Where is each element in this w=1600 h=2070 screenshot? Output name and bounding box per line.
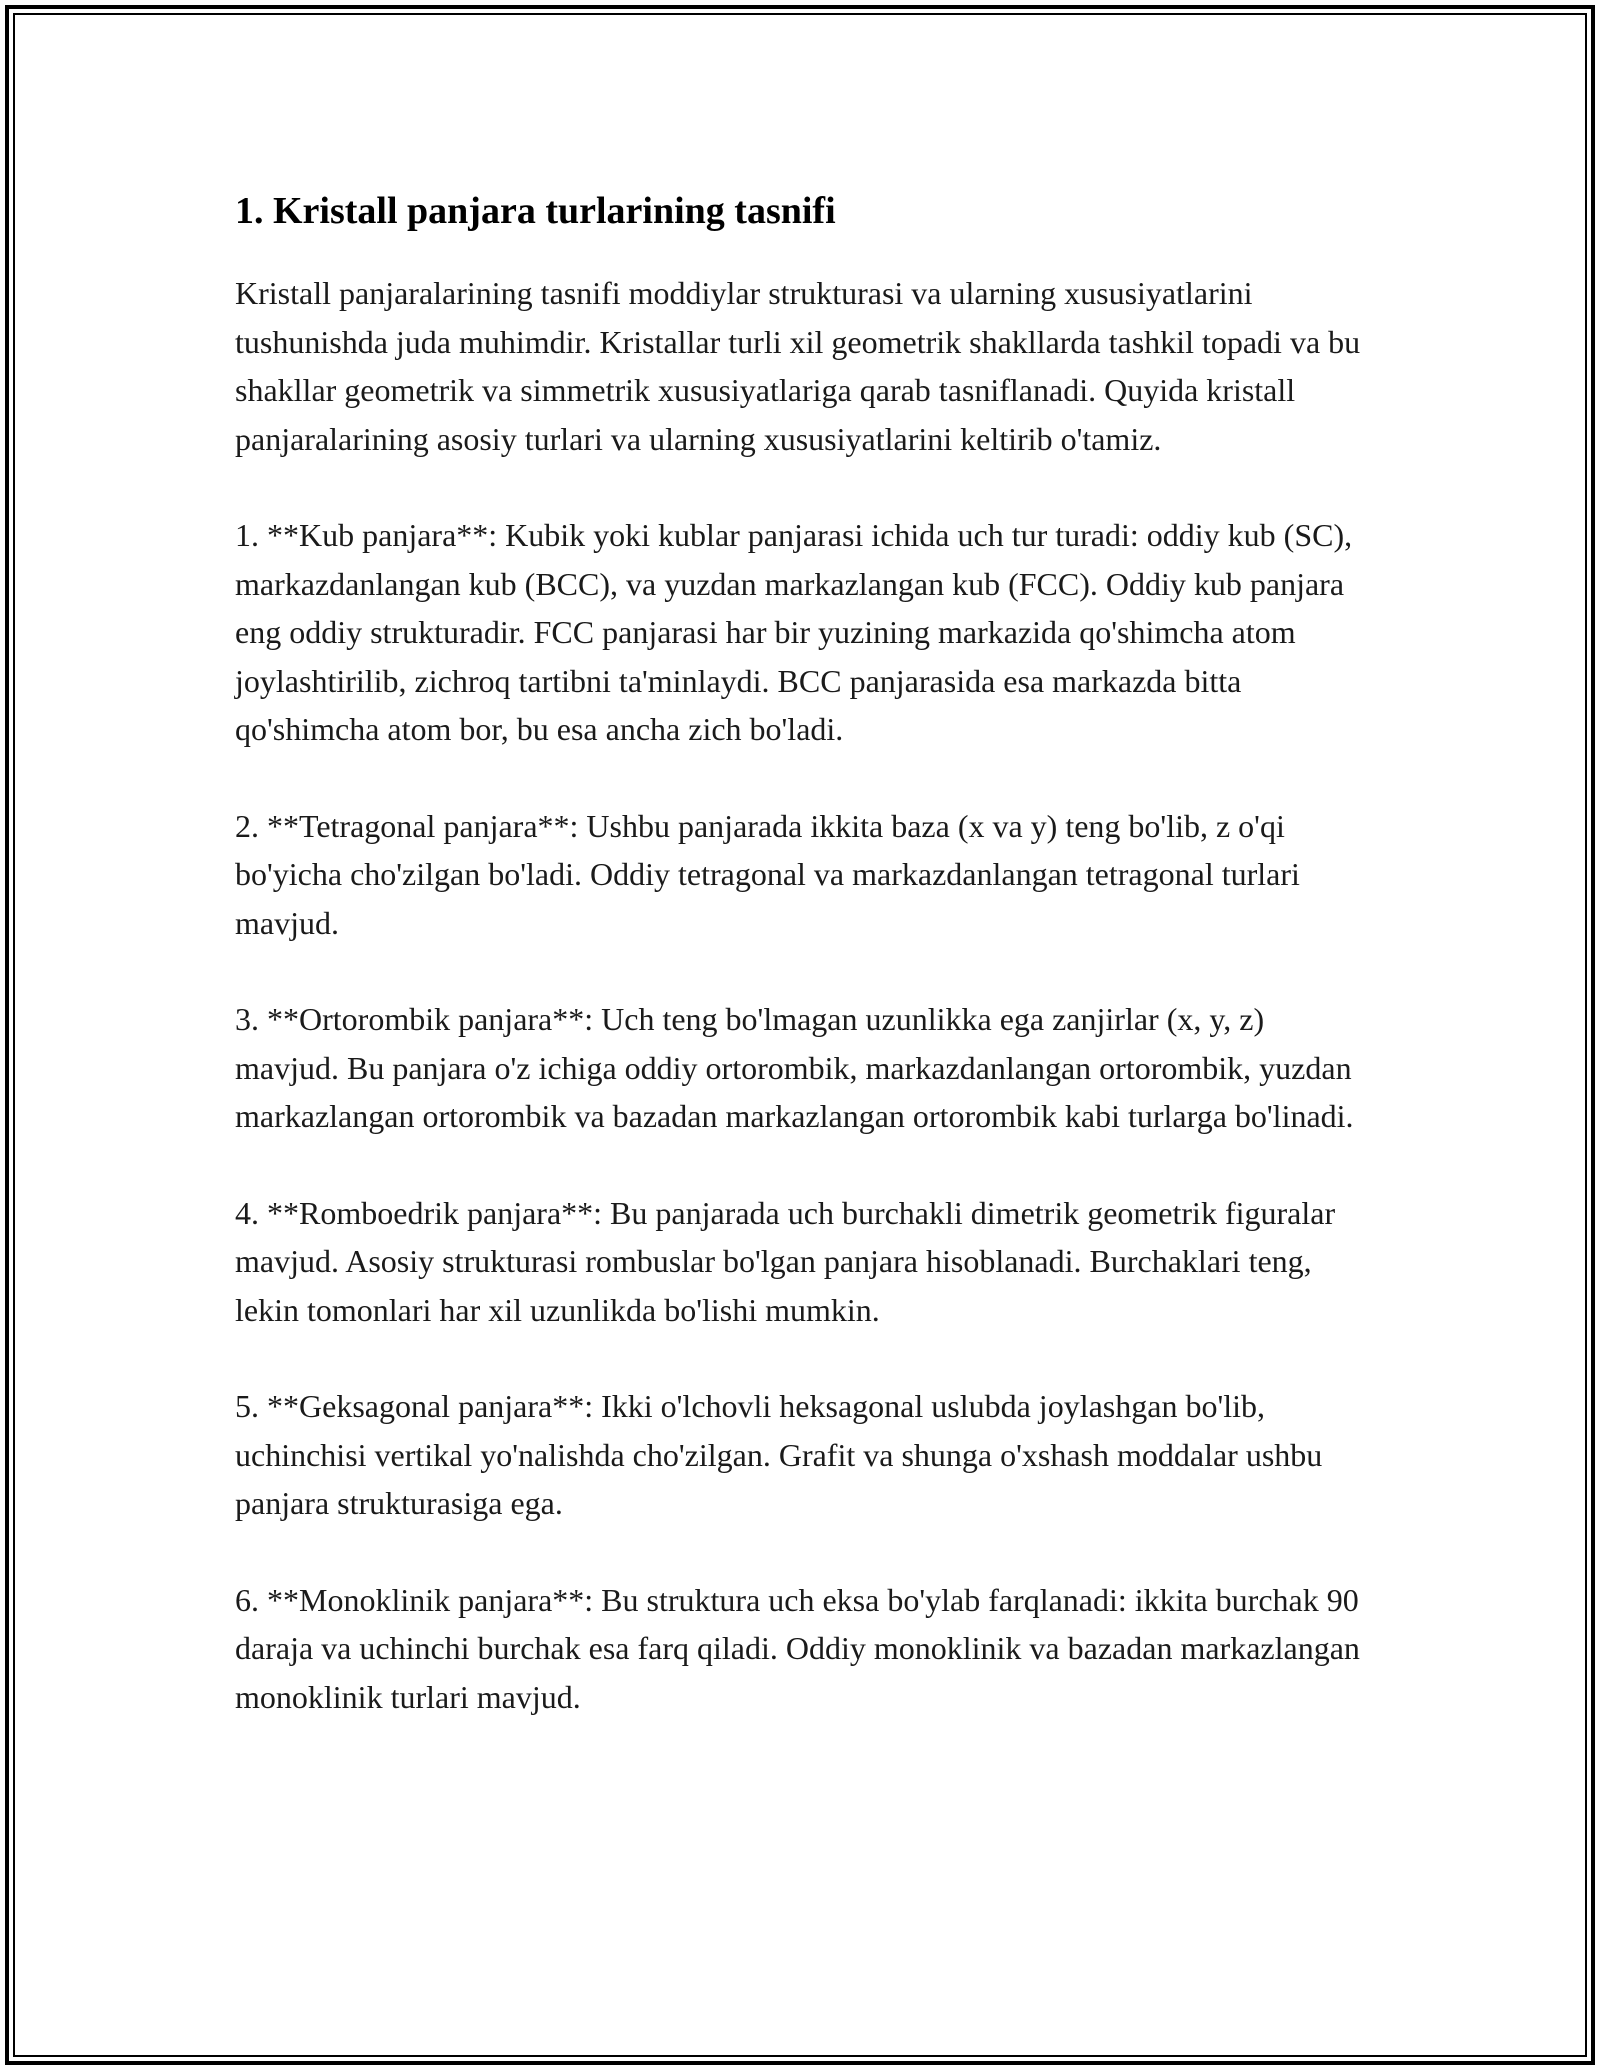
list-item-geksagonal-panjara: 5. **Geksagonal panjara**: Ikki o'lchovli heksagonal uslubda joylashgan bo'lib, uchinchisi vertikal yo'nalishda cho'zilgan. Grafit va shunga o'xshash moddalar ushbu panjara strukturasiga ega.: [235, 1388, 1323, 1521]
list-item-romboedrik-panjara: 4. **Romboedrik panjara**: Bu panjarada uch burchakli dimetrik geometrik figuralar mavjud. Asosiy strukturasi rombuslar bo'lgan panjara hisoblanadi. Burchaklari teng, lekin tomonlari har xil uzunlikda bo'lishi mumkin.: [235, 1194, 1336, 1328]
list-item-monoklinik-panjara: 6. **Monoklinik panjara**: Bu struktura uch eksa bo'ylab farqlanadi: ikkita burchak 90 daraja va uchinchi burchak esa farq qiladi. Oddiy monoklinik va bazadan markazlangan monoklinik turlari mavjud.: [235, 1581, 1360, 1715]
list-item-kub-panjara: 1. **Kub panjara**: Kubik yoki kublar panjarasi ichida uch tur turadi: oddiy kub (SC), markazdanlangan kub (BCC), va yuzdan markazlangan kub (FCC). Oddiy kub panjara eng oddiy strukturadir. FCC panjarasi har bir yuzining markazida qo'shimcha atom joylashtirilib, zichroq tartibni ta'minlaydi. BCC panjarasida esa markazda bitta qo'shimcha atom bor, bu esa ancha zich bo'ladi.: [235, 517, 1353, 747]
document-title: 1. Kristall panjara turlarining tasnifi: [235, 190, 836, 232]
list-item-tetragonal-panjara: 2. **Tetragonal panjara**: Ushbu panjarada ikkita baza (x va y) teng bo'lib, z o'qi bo'yicha cho'zilgan bo'ladi. Oddiy tetragonal va markazdanlangan tetragonal turlari mavjud.: [235, 807, 1300, 941]
document-body: [235, 185, 1375, 1769]
list-item-ortorombik-panjara: 3. **Ortorombik panjara**: Uch teng bo'lmagan uzunlikka ega zanjirlar (x, y, z) mavjud. Bu panjara o'z ichiga oddiy ortorombik, markazdanlangan ortorombik, yuzdan markazlangan ortorombik va bazadan markazlangan ortorombik kabi turlarga bo'linadi.: [235, 1001, 1354, 1134]
intro-paragraph: Kristall panjaralarining tasnifi moddiylar strukturasi va ularning xususiyatlarini tushunishda juda muhimdir. Kristallar turli xil geometrik shakllarda tashkil topadi va bu shakllar geometrik va simmetrik xususiyatlariga qarab tasniflanadi. Quyida kristall panjaralarining asosiy turlari va ularning xususiyatlarini keltirib o'tamiz.: [235, 275, 1361, 457]
